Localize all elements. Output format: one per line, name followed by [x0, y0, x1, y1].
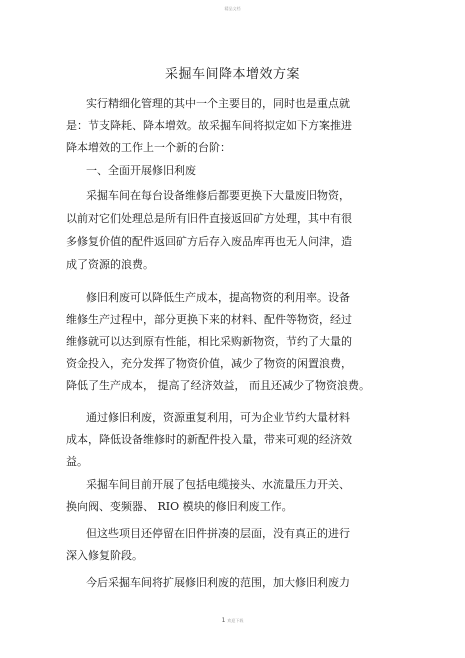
paragraph-line: 以前对它们处理总是所有旧件直接返回矿方处理，其中有很 — [66, 212, 352, 225]
paragraph-line: 成本，降低设备维修时的新配件投入量，带来可观的经济效 — [66, 433, 352, 446]
paragraph-line: 成了资源的浪费。 — [66, 258, 154, 271]
document-title: 采掘车间降本增效方案 — [164, 67, 300, 82]
paragraph-line: 资金投入，充分发挥了物资价值，减少了物资的闲置浪费， — [66, 357, 352, 370]
footer-tag: 欢迎下载 — [227, 618, 244, 623]
paragraph-line: 降本增效的工作上一个新的台阶： — [66, 141, 231, 154]
paragraph-line: 换向阀、变频器、 RIO 模块的修旧利废工作。 — [66, 500, 293, 513]
header-mark: 精品文档 — [224, 6, 241, 11]
paragraph-line: 实行精细化管理的其中一个主要目的，同时也是重点就 — [86, 97, 350, 110]
paragraph-line: 采掘车间目前开展了包括电缆接头、水流量压力开关、 — [86, 478, 350, 491]
paragraph-line: 采掘车间在每台设备维修后都要更换下大量废旧物资， — [86, 189, 350, 202]
paragraph-line: 通过修旧利废，资源重复利用，可为企业节约大量材料 — [86, 411, 350, 424]
paragraph-line: 维修就可以达到原有性能，相比采购新物资，节约了大量的 — [66, 335, 352, 348]
paragraph-line: 降低了生产成本， 提高了经济效益， 而且还减少了物资浪费。 — [66, 379, 370, 392]
paragraph-line: 益。 — [66, 455, 88, 468]
paragraph-line: 是：节支降耗、降本增效。故采掘车间将拟定如下方案推进 — [66, 119, 352, 132]
paragraph-line: 今后采掘车间将扩展修旧利废的范围，加大修旧利废力 — [86, 576, 350, 589]
paragraph-line: 但这些项目还停留在旧件拼凑的层面，没有真正的进行 — [86, 527, 350, 540]
page-footer — [0, 617, 465, 624]
paragraph-line: 深入修复阶段。 — [66, 549, 143, 562]
paragraph-line: 维修生产过程中，部分更换下来的材料、配件等物资，经过 — [66, 313, 352, 326]
paragraph-line: 修旧利废可以降低生产成本，提高物资的利用率。设备 — [86, 291, 350, 304]
paragraph-line: 多修复价值的配件返回矿方后存入废品库再也无人问津，造 — [66, 235, 352, 248]
page-number: 1 — [221, 617, 226, 624]
section-heading: 一、全面开展修旧利废 — [86, 164, 196, 177]
